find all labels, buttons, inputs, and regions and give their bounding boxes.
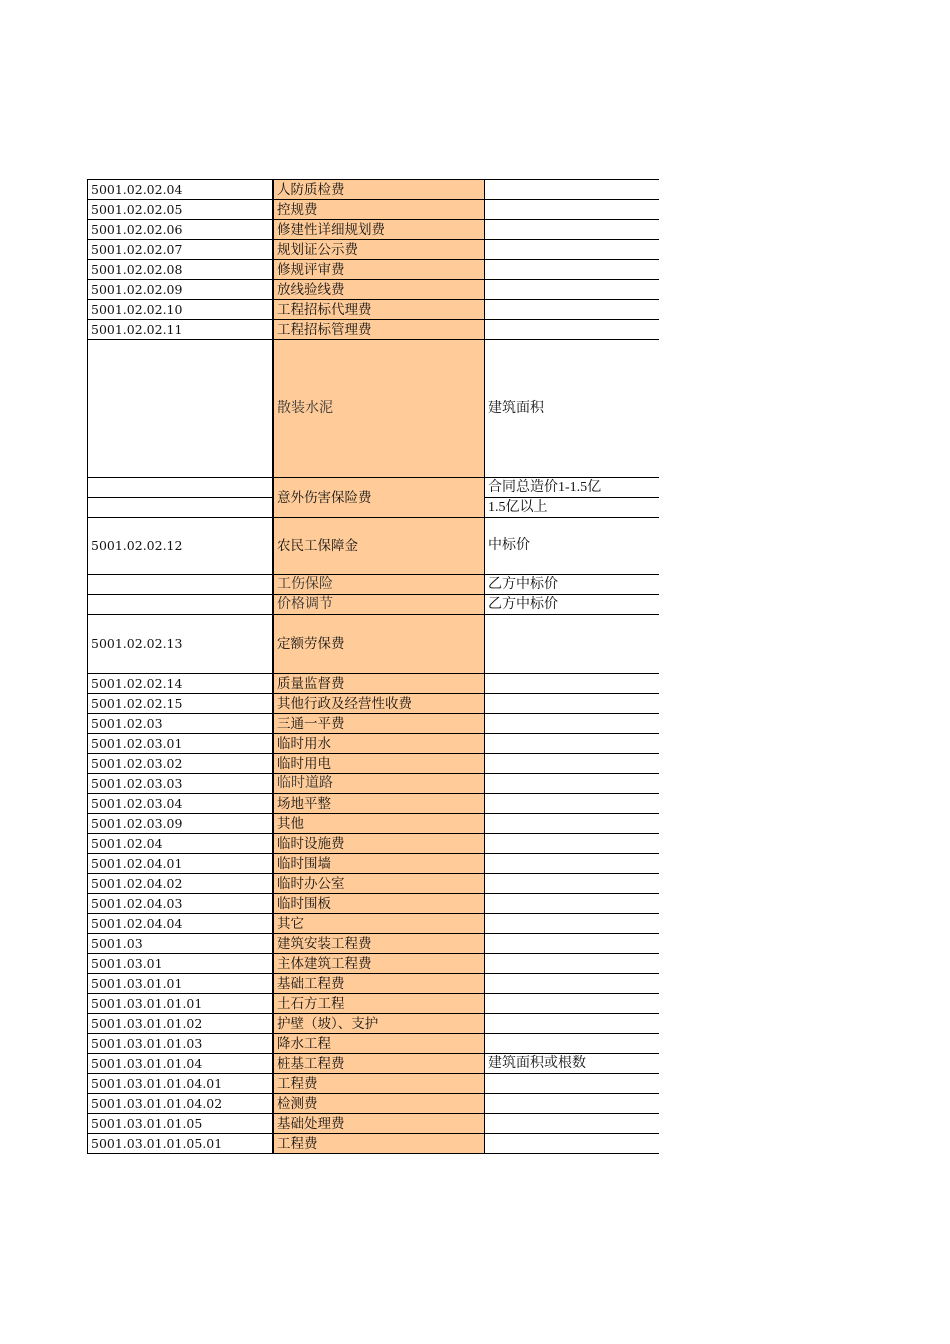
code-cell[interactable]: 5001.02.03.03 [88, 774, 274, 794]
code-cell[interactable]: 5001.02.02.14 [88, 674, 274, 694]
table-row [88, 518, 660, 575]
note-cell[interactable]: 中标价 [485, 518, 660, 575]
name-cell[interactable]: 临时用水 [273, 734, 485, 754]
name-cell[interactable]: 工程费 [273, 1074, 485, 1094]
code-cell[interactable]: 5001.02.03.04 [88, 794, 274, 814]
code-cell[interactable]: 5001.03 [88, 934, 274, 954]
name-cell[interactable]: 土石方工程 [273, 994, 485, 1014]
name-cell[interactable]: 其他 [273, 814, 485, 834]
note-cell[interactable]: 1.5亿以上 [485, 498, 660, 518]
name-cell[interactable]: 人防质检费 [273, 180, 485, 200]
code-cell[interactable]: 5001.02.02.09 [88, 280, 274, 300]
code-cell[interactable] [88, 575, 274, 595]
table-row [88, 1074, 660, 1094]
table-row [88, 834, 660, 854]
name-cell[interactable]: 护壁（坡）、支护 [273, 1014, 485, 1034]
name-cell[interactable]: 农民工保障金 [273, 518, 485, 575]
note-cell[interactable] [485, 774, 660, 794]
note-cell[interactable]: 建筑面积或根数 [485, 1054, 660, 1074]
name-cell[interactable]: 临时设施费 [273, 834, 485, 854]
code-cell[interactable]: 5001.03.01.01.02 [88, 1014, 274, 1034]
note-cell[interactable] [485, 200, 660, 220]
note-cell[interactable]: 乙方中标价 [485, 575, 660, 595]
note-cell[interactable] [485, 260, 660, 280]
name-cell[interactable]: 意外伤害保险费 [273, 478, 485, 518]
table-row [88, 1114, 660, 1134]
table-row [88, 260, 660, 280]
name-cell[interactable]: 工程费 [273, 1134, 485, 1154]
table-row [88, 754, 660, 774]
name-cell[interactable]: 定额劳保费 [273, 615, 485, 674]
name-cell[interactable]: 工程招标管理费 [273, 320, 485, 340]
note-cell[interactable] [485, 1114, 660, 1134]
note-cell[interactable] [485, 854, 660, 874]
table-row [88, 320, 660, 340]
code-cell[interactable]: 5001.02.02.06 [88, 220, 274, 240]
code-cell[interactable]: 5001.02.04.04 [88, 914, 274, 934]
table-row [88, 1094, 660, 1114]
note-cell[interactable] [485, 794, 660, 814]
note-cell[interactable] [485, 734, 660, 754]
code-cell[interactable]: 5001.02.04 [88, 834, 274, 854]
name-cell[interactable]: 工程招标代理费 [273, 300, 485, 320]
name-cell[interactable]: 控规费 [273, 200, 485, 220]
table-row [88, 714, 660, 734]
code-cell[interactable]: 5001.02.02.04 [88, 180, 274, 200]
note-cell[interactable] [485, 714, 660, 734]
code-cell[interactable]: 5001.02.04.02 [88, 874, 274, 894]
name-cell[interactable]: 其它 [273, 914, 485, 934]
table-row [88, 894, 660, 914]
code-cell[interactable]: 5001.02.02.13 [88, 615, 274, 674]
name-cell[interactable]: 降水工程 [273, 1034, 485, 1054]
code-cell[interactable]: 5001.03.01.01.05 [88, 1114, 274, 1134]
table-row [88, 994, 660, 1014]
note-cell[interactable] [485, 994, 660, 1014]
code-cell[interactable] [88, 340, 274, 478]
code-cell[interactable]: 5001.02.02.05 [88, 200, 274, 220]
table-row [88, 1034, 660, 1054]
table-row [88, 220, 660, 240]
table-row [88, 340, 660, 478]
code-cell[interactable]: 5001.02.02.11 [88, 320, 274, 340]
code-cell[interactable]: 5001.02.02.10 [88, 300, 274, 320]
table-row [88, 200, 660, 220]
note-cell[interactable] [485, 934, 660, 954]
code-cell[interactable]: 5001.02.02.15 [88, 694, 274, 714]
code-cell[interactable]: 5001.02.03.02 [88, 754, 274, 774]
note-cell[interactable] [485, 1094, 660, 1114]
name-cell[interactable]: 工伤保险 [273, 575, 485, 595]
table-row [88, 240, 660, 260]
name-cell[interactable]: 修规评审费 [273, 260, 485, 280]
note-cell[interactable]: 乙方中标价 [485, 595, 660, 615]
note-cell[interactable] [485, 834, 660, 854]
name-cell[interactable]: 价格调节 [273, 595, 485, 615]
note-cell[interactable] [485, 914, 660, 934]
code-cell[interactable]: 5001.02.02.08 [88, 260, 274, 280]
name-cell[interactable]: 三通一平费 [273, 714, 485, 734]
name-cell[interactable]: 基础处理费 [273, 1114, 485, 1134]
name-cell[interactable]: 临时用电 [273, 754, 485, 774]
code-cell[interactable]: 5001.03.01.01.04 [88, 1054, 274, 1074]
note-cell[interactable] [485, 1034, 660, 1054]
note-cell[interactable] [485, 180, 660, 200]
note-cell[interactable] [485, 694, 660, 714]
table-row [88, 595, 660, 615]
table-row [88, 774, 660, 794]
code-cell[interactable] [88, 478, 274, 498]
table-row [88, 934, 660, 954]
code-cell[interactable]: 5001.03.01.01.05.01 [88, 1134, 274, 1154]
name-cell[interactable]: 临时围墙 [273, 854, 485, 874]
name-cell[interactable]: 检测费 [273, 1094, 485, 1114]
table-row [88, 1054, 660, 1074]
code-cell[interactable] [88, 595, 274, 615]
name-cell[interactable]: 临时道路 [273, 774, 485, 794]
code-cell[interactable]: 5001.02.03.09 [88, 814, 274, 834]
code-cell[interactable]: 5001.03.01 [88, 954, 274, 974]
note-cell[interactable] [485, 954, 660, 974]
table-row [88, 300, 660, 320]
table-row [88, 794, 660, 814]
table-row [88, 1134, 660, 1154]
name-cell[interactable]: 其他行政及经营性收费 [273, 694, 485, 714]
note-cell[interactable]: 建筑面积 [485, 340, 660, 478]
code-cell[interactable]: 5001.02.04.01 [88, 854, 274, 874]
name-cell[interactable]: 临时办公室 [273, 874, 485, 894]
table-row [88, 814, 660, 834]
note-cell[interactable] [485, 1074, 660, 1094]
name-cell[interactable]: 规划证公示费 [273, 240, 485, 260]
note-cell[interactable] [485, 320, 660, 340]
table-row [88, 478, 660, 498]
table-row [88, 854, 660, 874]
table-row [88, 1014, 660, 1034]
code-cell[interactable]: 5001.03.01.01.04.01 [88, 1074, 274, 1094]
note-cell[interactable] [485, 674, 660, 694]
code-cell[interactable]: 5001.03.01.01.04.02 [88, 1094, 274, 1114]
table-row [88, 954, 660, 974]
name-cell[interactable]: 建筑安装工程费 [273, 934, 485, 954]
note-cell[interactable] [485, 1014, 660, 1034]
note-cell[interactable] [485, 280, 660, 300]
name-cell[interactable]: 质量监督费 [273, 674, 485, 694]
note-cell[interactable] [485, 240, 660, 260]
code-cell[interactable]: 5001.02.03.01 [88, 734, 274, 754]
table-row [88, 575, 660, 595]
code-cell[interactable]: 5001.02.02.12 [88, 518, 274, 575]
note-cell[interactable] [485, 814, 660, 834]
code-cell[interactable]: 5001.03.01.01.03 [88, 1034, 274, 1054]
note-cell[interactable] [485, 1134, 660, 1154]
table-row [88, 974, 660, 994]
name-cell[interactable]: 场地平整 [273, 794, 485, 814]
table-row [88, 180, 660, 200]
table-row [88, 280, 660, 300]
code-cell[interactable]: 5001.02.04.03 [88, 894, 274, 914]
note-cell[interactable] [485, 300, 660, 320]
table-row [88, 914, 660, 934]
note-cell[interactable] [485, 754, 660, 774]
name-cell[interactable]: 基础工程费 [273, 974, 485, 994]
table-row [88, 734, 660, 754]
code-cell[interactable]: 5001.03.01.01 [88, 974, 274, 994]
name-cell[interactable]: 放线验线费 [273, 280, 485, 300]
code-cell[interactable] [88, 498, 274, 518]
cost-table [87, 179, 659, 1154]
name-cell[interactable]: 散装水泥 [273, 340, 485, 478]
code-cell[interactable]: 5001.03.01.01.01 [88, 994, 274, 1014]
table-row [88, 615, 660, 674]
note-cell[interactable] [485, 894, 660, 914]
note-cell[interactable] [485, 874, 660, 894]
name-cell[interactable]: 主体建筑工程费 [273, 954, 485, 974]
note-cell[interactable] [485, 974, 660, 994]
table-row [88, 694, 660, 714]
code-cell[interactable]: 5001.02.02.07 [88, 240, 274, 260]
note-cell[interactable]: 合同总造价1-1.5亿 [485, 478, 660, 498]
note-cell[interactable] [485, 615, 660, 674]
code-cell[interactable]: 5001.02.03 [88, 714, 274, 734]
name-cell[interactable]: 临时围板 [273, 894, 485, 914]
table-row [88, 674, 660, 694]
note-cell[interactable] [485, 220, 660, 240]
name-cell[interactable]: 桩基工程费 [273, 1054, 485, 1074]
table-row [88, 874, 660, 894]
name-cell[interactable]: 修建性详细规划费 [273, 220, 485, 240]
